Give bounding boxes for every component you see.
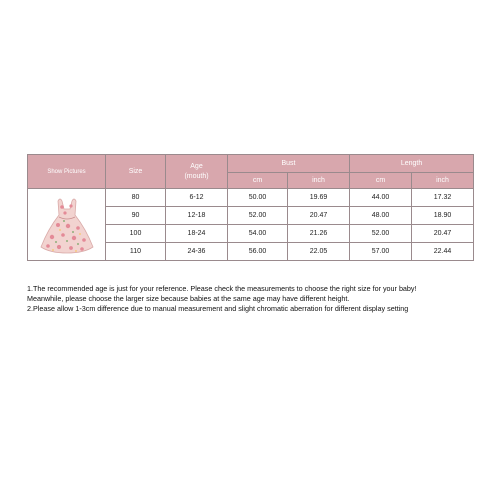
cell-bust-cm: 52.00 — [228, 207, 288, 225]
cell-age: 6-12 — [166, 189, 228, 207]
cell-bust-cm: 56.00 — [228, 243, 288, 261]
header-bust: Bust — [228, 155, 350, 173]
header-size: Size — [106, 155, 166, 189]
header-bust-cm: cm — [228, 173, 288, 189]
header-length: Length — [350, 155, 474, 173]
header-length-cm: cm — [350, 173, 412, 189]
cell-bust-cm: 54.00 — [228, 225, 288, 243]
header-bust-inch: inch — [288, 173, 350, 189]
cell-age: 12-18 — [166, 207, 228, 225]
cell-length-cm: 57.00 — [350, 243, 412, 261]
note-line: 2.Please allow 1-3cm difference due to manual measurement and slight chromatic aberration for different display setting — [27, 304, 409, 313]
header-age: Age (mouth) — [166, 155, 228, 189]
size-chart-table — [27, 154, 474, 261]
cell-length-inch: 22.44 — [412, 243, 474, 261]
cell-bust-inch: 19.69 — [288, 189, 350, 207]
cell-age: 18-24 — [166, 225, 228, 243]
cell-size: 90 — [106, 207, 166, 225]
cell-length-inch: 17.32 — [412, 189, 474, 207]
cell-size: 80 — [106, 189, 166, 207]
size-notes — [27, 284, 477, 314]
floral-dress-icon — [38, 195, 96, 255]
cell-bust-inch: 22.05 — [288, 243, 350, 261]
cell-length-cm: 48.00 — [350, 207, 412, 225]
cell-size: 100 — [106, 225, 166, 243]
header-row-top — [28, 155, 474, 173]
cell-bust-cm: 50.00 — [228, 189, 288, 207]
cell-bust-inch: 21.26 — [288, 225, 350, 243]
product-picture-cell — [28, 189, 106, 261]
cell-size: 110 — [106, 243, 166, 261]
cell-length-inch: 18.90 — [412, 207, 474, 225]
note-line: Meanwhile, please choose the larger size because babies at the same age may have different height. — [27, 294, 350, 303]
cell-age: 24-36 — [166, 243, 228, 261]
table-row — [28, 189, 474, 207]
cell-bust-inch: 20.47 — [288, 207, 350, 225]
header-length-inch: inch — [412, 173, 474, 189]
note-line: 1.The recommended age is just for your reference. Please check the measurements to choose the right size for your baby! — [27, 284, 417, 293]
cell-length-cm: 44.00 — [350, 189, 412, 207]
cell-length-cm: 52.00 — [350, 225, 412, 243]
cell-length-inch: 20.47 — [412, 225, 474, 243]
header-show-pictures: Show Pictures — [28, 155, 106, 189]
